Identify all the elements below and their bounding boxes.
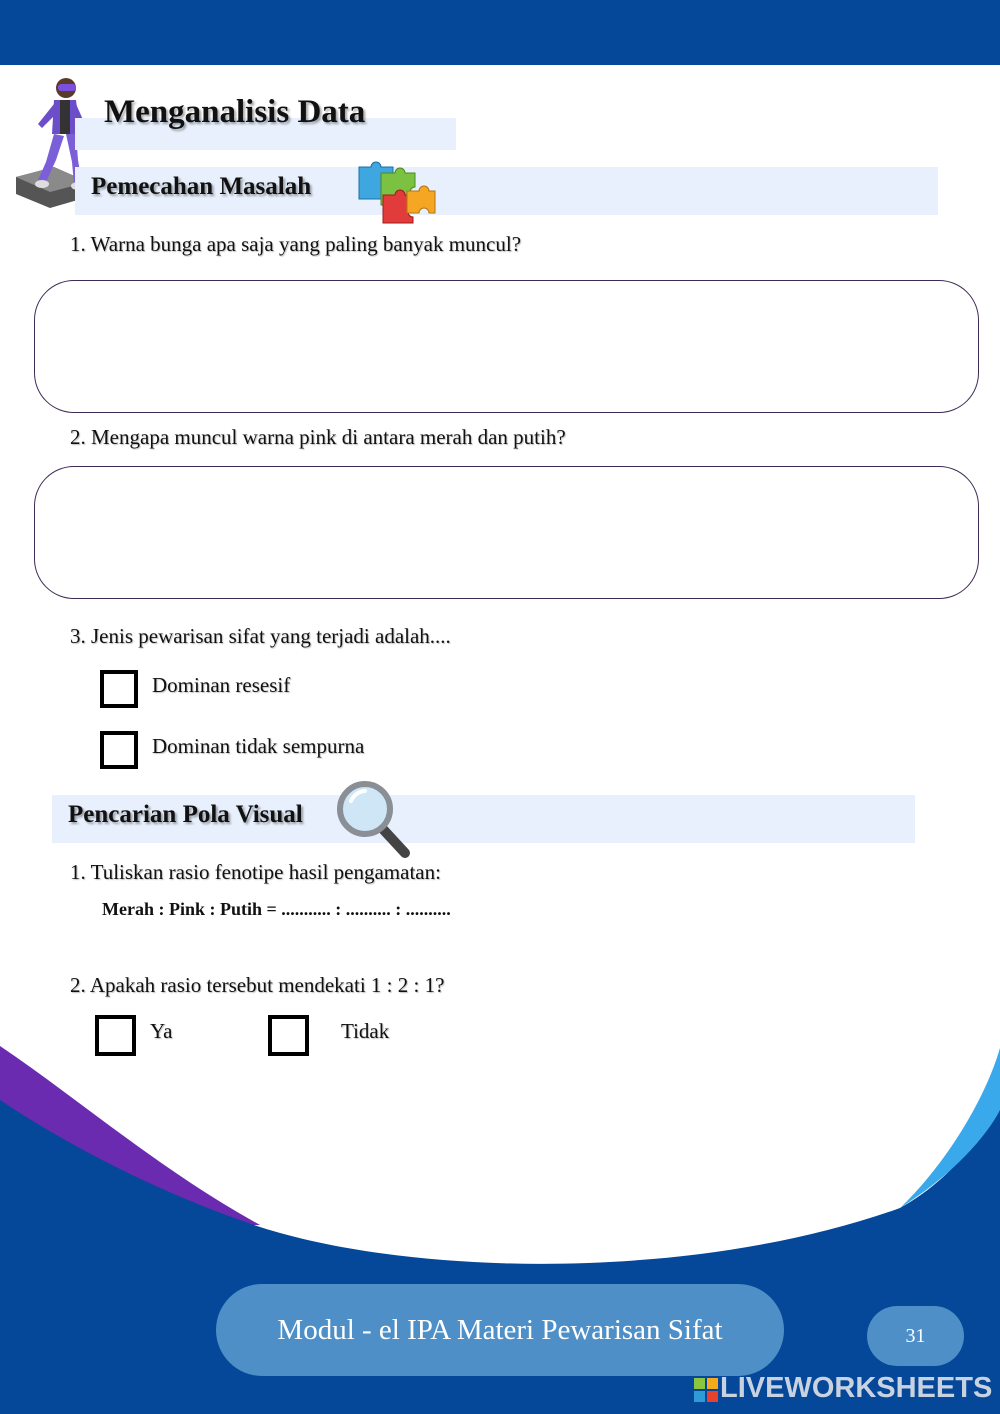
option-dominan-tidak-sempurna: Dominan tidak sempurna xyxy=(152,734,365,758)
puzzle-icon xyxy=(355,155,437,227)
checkbox-dominan-resesif[interactable] xyxy=(100,670,138,708)
page-number-badge xyxy=(867,1306,964,1366)
section-title-pencarian-pola-visual: Pencarian Pola Visual xyxy=(68,801,303,828)
option-ya: Ya xyxy=(150,1019,173,1043)
section-title-pemecahan-masalah: Pemecahan Masalah xyxy=(91,173,312,200)
liveworksheets-logo-icon xyxy=(694,1378,718,1402)
checkbox-dominan-tidak-sempurna[interactable] xyxy=(100,731,138,769)
answer-box-2[interactable] xyxy=(34,466,979,599)
option-tidak: Tidak xyxy=(341,1019,390,1043)
liveworksheets-watermark: LIVEWORKSHEETS xyxy=(720,1372,993,1404)
question-3-text: 3. Jenis pewarisan sifat yang terjadi adalah.... xyxy=(70,624,451,648)
module-label-text: Modul - el IPA Materi Pewarisan Sifat xyxy=(277,1313,723,1346)
module-label-pill xyxy=(216,1284,784,1376)
option-dominan-resesif: Dominan resesif xyxy=(152,673,291,697)
question-1-text: 1. Warna bunga apa saja yang paling banyak muncul? xyxy=(70,232,522,256)
page-number: 31 xyxy=(905,1324,926,1347)
ratio-line: Merah : Pink : Putih = ........... : .......... : .......... xyxy=(102,899,451,919)
pattern-question-1-text: 1. Tuliskan rasio fenotipe hasil pengamatan: xyxy=(70,860,441,884)
checkbox-ya[interactable] xyxy=(95,1015,136,1056)
page-title: Menganalisis Data xyxy=(104,94,366,130)
checkbox-tidak[interactable] xyxy=(268,1015,309,1056)
question-2-text: 2. Mengapa muncul warna pink di antara merah dan putih? xyxy=(70,425,566,449)
top-header-bar xyxy=(0,0,1000,65)
answer-box-1[interactable] xyxy=(34,280,979,413)
pattern-question-2-text: 2. Apakah rasio tersebut mendekati 1 : 2 : 1? xyxy=(70,973,445,997)
magnifying-glass-icon xyxy=(335,779,415,861)
